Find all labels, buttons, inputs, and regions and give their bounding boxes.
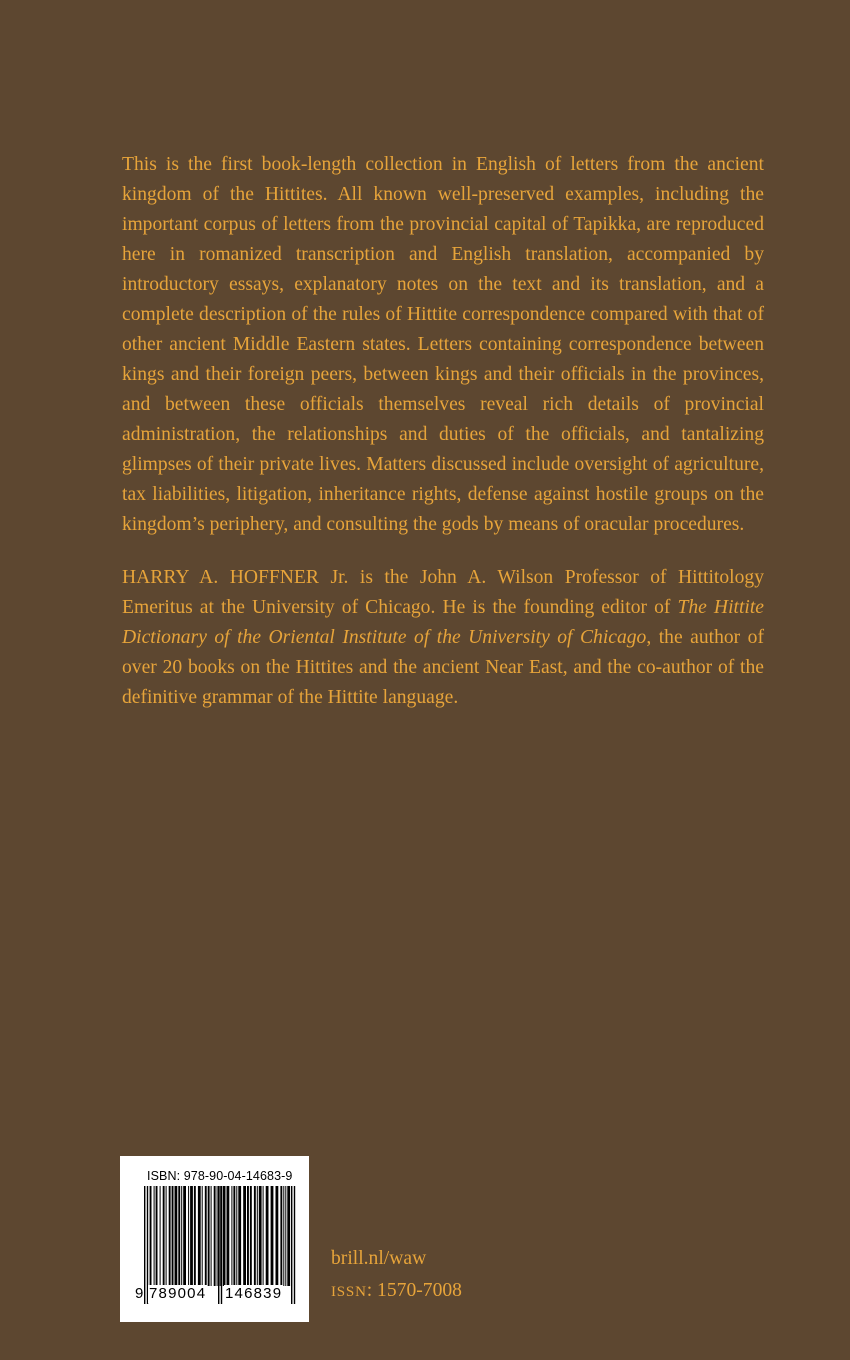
barcode-bar (257, 1186, 258, 1286)
barcode-bar (202, 1186, 203, 1286)
barcode-bar (280, 1186, 282, 1286)
barcode-bar (271, 1186, 274, 1286)
barcode-bar (247, 1186, 249, 1286)
barcode-bar (214, 1186, 216, 1286)
barcode-digit-first: 9 (135, 1285, 144, 1302)
isbn-barcode (120, 1156, 309, 1322)
barcode-bar (205, 1186, 207, 1286)
barcode-bar (243, 1186, 246, 1286)
barcode-bar (169, 1186, 171, 1286)
publisher-url: brill.nl/waw (331, 1248, 427, 1269)
author-bio-start: HARRY A. HOFFNER Jr. is the John A. Wilson Professor of Hittitology Emeritus at the University of Chicago. He is the founding editor of (122, 567, 764, 618)
barcode-bar (217, 1186, 218, 1286)
barcode-bar (166, 1186, 167, 1286)
back-cover-text (122, 150, 764, 736)
barcode-bar (188, 1186, 189, 1286)
barcode-bar (285, 1186, 286, 1286)
author-bio-paragraph (122, 563, 764, 713)
issn-line (331, 1280, 462, 1302)
isbn-label: ISBN: 978-90-04-14683-9 (147, 1169, 293, 1183)
barcode-bar (238, 1186, 241, 1286)
barcode-bar (175, 1186, 178, 1286)
barcode-bar (287, 1186, 290, 1286)
barcode-bar (283, 1186, 284, 1286)
barcode-digits-left: 789004 (149, 1285, 207, 1302)
barcode-bar (236, 1186, 237, 1286)
barcode-bar (198, 1186, 201, 1286)
issn-label: ISSN (331, 1284, 367, 1300)
barcode-bar (160, 1186, 161, 1286)
barcode-bar (156, 1186, 158, 1286)
barcode-digits (134, 1285, 300, 1305)
barcode-bar (254, 1186, 256, 1286)
barcode-bar (227, 1186, 230, 1286)
barcode-bar (181, 1186, 182, 1286)
dictionary-title: The Hittite Dictionary of the Oriental Institute of the University of Chicago (122, 597, 764, 648)
barcode-bar (183, 1186, 186, 1286)
barcode-bar (259, 1186, 262, 1286)
barcode-bar (250, 1186, 252, 1286)
barcode-bar (220, 1186, 221, 1286)
barcode-bar (266, 1186, 269, 1286)
barcode-bar (276, 1186, 279, 1286)
barcode-bar (233, 1186, 235, 1286)
barcode-bar (231, 1186, 232, 1286)
barcode-bar (172, 1186, 174, 1286)
issn-value: : 1570-7008 (366, 1280, 462, 1301)
barcode-bar (178, 1186, 180, 1286)
barcode-bar (211, 1186, 212, 1286)
barcode-bar (150, 1186, 152, 1286)
barcode-digits-right: 146839 (225, 1285, 283, 1302)
barcode-bar (224, 1186, 226, 1286)
barcode-bar (263, 1186, 264, 1286)
barcode-bar (154, 1186, 155, 1286)
barcode-bar (194, 1186, 196, 1286)
description-paragraph: This is the first book-length collection in English of letters from the ancient kingdom of the Hittites. All known well-preserved examples, including the important corpus of letters from the provincial capital of Tapikka, are reproduced here in romanized transcription and English translation, accompanied by introductory essays, explanatory notes on the text and its translation, and a complete description of the rules of Hittite correspondence compared with that of other ancient Middle Eastern states. Letters containing correspondence between kings and their foreign peers, between kings and their officials in the provinces, and between these officials themselves reveal rich details of provincial administration, the relationships and duties of the officials, and tantalizing glimpses of their private lives. Matters discussed include oversight of agriculture, tax liabilities, litigation, inheritance rights, defense against hostile groups on the kingdom’s periphery, and consulting the gods by means of oracular procedures. (122, 154, 764, 535)
author-bio-end: , the author of over 20 books on the Hittites and the ancient Near East, and the co-author of the definitive grammar of the Hittite language. (122, 627, 764, 708)
barcode-bar (163, 1186, 165, 1286)
barcode-bar (190, 1186, 193, 1286)
barcode-bar (208, 1186, 210, 1286)
